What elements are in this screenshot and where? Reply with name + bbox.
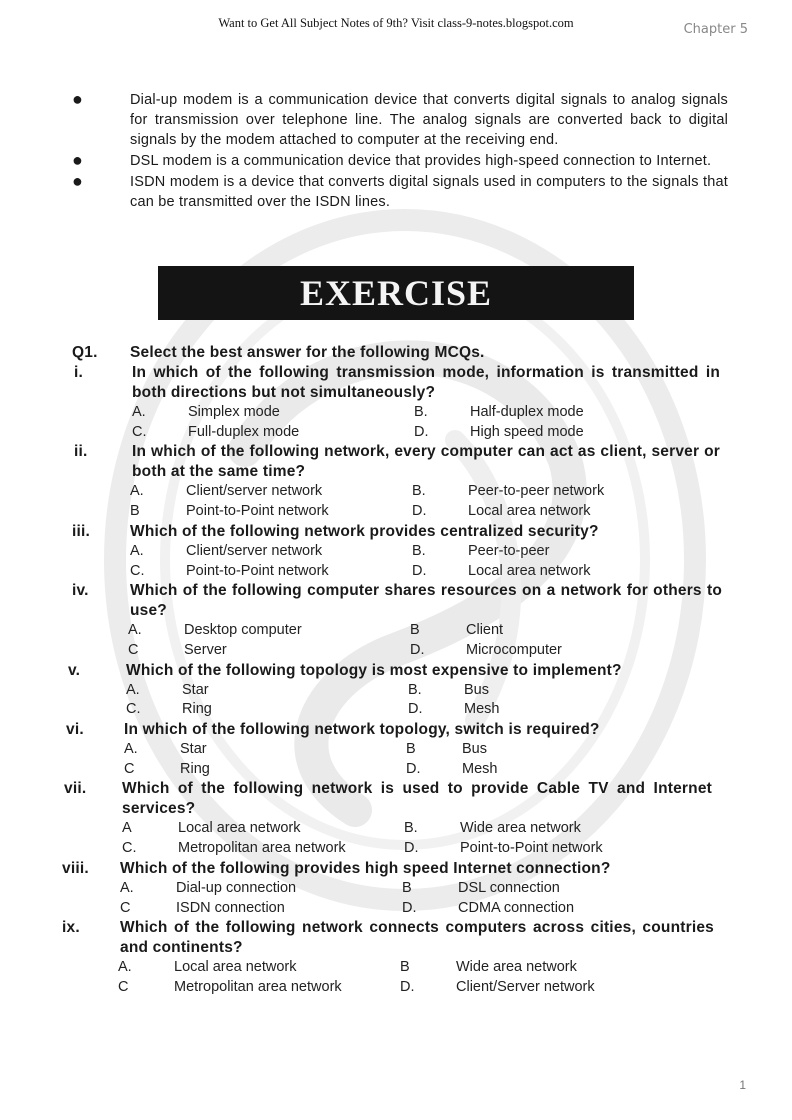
- question-row: [0, 661, 792, 681]
- option-letter: B: [402, 879, 412, 896]
- option-row: [0, 819, 792, 839]
- option-row: [0, 740, 792, 760]
- option-letter: C: [120, 899, 131, 916]
- bullet-item: [72, 90, 728, 150]
- question-number: vi.: [66, 721, 84, 739]
- option-row: [0, 403, 792, 423]
- option-letter: A: [122, 820, 132, 837]
- option-letter: D.: [412, 503, 427, 520]
- mcq-item: [0, 661, 792, 720]
- option-text: DSL connection: [458, 879, 560, 896]
- option-text: Bus: [464, 681, 489, 698]
- option-letter: D.: [404, 840, 419, 857]
- option-letter: A.: [118, 959, 132, 976]
- question-row: [0, 859, 792, 879]
- option-text: Half-duplex mode: [470, 404, 584, 420]
- option-text: Ring: [182, 701, 212, 718]
- question-number: ii.: [74, 443, 88, 461]
- option-letter: A.: [130, 542, 144, 559]
- bullet-item: [72, 151, 728, 171]
- option-text: Full-duplex mode: [188, 423, 300, 440]
- question-row: [0, 779, 792, 819]
- option-letter: A.: [130, 483, 144, 500]
- option-text: Local area network: [468, 503, 591, 520]
- option-text: Peer-to-peer: [468, 542, 550, 559]
- question-text: Which of the following network is used to provide Cable TV and Internet services?: [122, 780, 712, 818]
- question-text: In which of the following network, every computer can act as client, server or both at the same time?: [132, 443, 720, 481]
- option-letter: B: [406, 741, 416, 758]
- option-text: Mesh: [464, 701, 500, 718]
- option-letter: A.: [132, 404, 146, 420]
- option-letter: B: [410, 622, 420, 639]
- option-letter: C.: [126, 701, 141, 718]
- mcq-item: [0, 720, 792, 779]
- mcq-item: [0, 779, 792, 858]
- question-number: viii.: [62, 859, 89, 877]
- option-text: Desktop computer: [184, 622, 302, 639]
- page-number: 1: [739, 1078, 746, 1092]
- question-row: [0, 442, 792, 482]
- mcq-item: [0, 859, 792, 918]
- q1-heading: [0, 343, 792, 363]
- option-text: Wide area network: [460, 820, 581, 837]
- option-text: Local area network: [178, 820, 301, 837]
- option-letter: D.: [408, 701, 423, 718]
- exercise-title: EXERCISE: [299, 273, 493, 313]
- option-letter: C.: [130, 562, 145, 579]
- option-row: [0, 760, 792, 780]
- q1-number: Q1.: [72, 344, 98, 361]
- option-row: [0, 879, 792, 899]
- option-text: Local area network: [174, 959, 297, 976]
- option-text: Point-to-Point network: [186, 562, 329, 579]
- option-letter: B: [130, 503, 140, 520]
- option-row: [0, 700, 792, 720]
- option-row: [0, 978, 792, 998]
- option-row: [0, 562, 792, 582]
- option-letter: D.: [414, 423, 429, 440]
- option-text: Server: [184, 641, 227, 658]
- option-letter: B.: [412, 542, 426, 559]
- option-text: Simplex mode: [188, 404, 280, 420]
- option-row: [0, 621, 792, 641]
- question-row: [0, 522, 792, 542]
- mcq-item: [0, 363, 792, 442]
- option-letter: D.: [402, 899, 417, 916]
- option-text: Star: [182, 681, 209, 698]
- question-number: vii.: [64, 780, 87, 798]
- option-text: Peer-to-peer network: [468, 483, 605, 500]
- option-text: Client/server network: [186, 542, 323, 559]
- header-note: Want to Get All Subject Notes of 9th? Visit class-9-notes.blogspot.com: [218, 16, 574, 30]
- question-text: Which of the following network connects computers across cities, countries and continents?: [120, 919, 714, 957]
- option-letter: D.: [412, 562, 427, 579]
- option-text: Client/Server network: [456, 978, 595, 995]
- question-number: iii.: [72, 522, 91, 540]
- question-number: iv.: [72, 582, 89, 600]
- option-text: Client/server network: [186, 483, 323, 500]
- option-row: [0, 641, 792, 661]
- option-letter: D.: [406, 760, 421, 777]
- option-text: Bus: [462, 741, 487, 758]
- bullet-dot-icon: ●: [72, 171, 83, 191]
- mcq-item: [0, 918, 792, 997]
- bullet-list: [72, 90, 728, 213]
- bullet-dot-icon: ●: [72, 89, 83, 109]
- bullet-text: DSL modem is a communication device that provides high-speed connection to Internet.: [130, 153, 712, 169]
- option-row: [0, 958, 792, 978]
- option-letter: C: [124, 760, 135, 777]
- question-row: [0, 581, 792, 621]
- option-letter: A.: [124, 741, 138, 758]
- question-number: i.: [74, 364, 84, 381]
- option-row: [0, 542, 792, 562]
- bullet-item: [72, 172, 728, 212]
- option-text: Ring: [180, 760, 210, 777]
- option-row: [0, 899, 792, 919]
- option-letter: A.: [128, 622, 142, 639]
- option-text: High speed mode: [470, 423, 584, 440]
- option-letter: C: [128, 641, 139, 658]
- option-row: [0, 482, 792, 502]
- option-letter: D.: [410, 641, 425, 658]
- question-text: Which of the following provides high speed Internet connection?: [120, 859, 611, 877]
- chapter-label: Chapter 5: [683, 22, 748, 37]
- question-text: Which of the following computer shares resources on a network for others to use?: [130, 582, 722, 620]
- option-letter: B.: [414, 404, 428, 420]
- option-row: [0, 423, 792, 443]
- option-text: Wide area network: [456, 959, 577, 976]
- option-row: [0, 681, 792, 701]
- option-text: Point-to-Point network: [460, 840, 603, 857]
- option-letter: B: [400, 959, 410, 976]
- question-row: [0, 720, 792, 740]
- exercise-banner: [158, 266, 634, 320]
- option-letter: B.: [408, 681, 422, 698]
- bullet-dot-icon: ●: [72, 150, 83, 170]
- mcq-section: [0, 343, 792, 998]
- option-text: Microcomputer: [466, 641, 562, 658]
- option-letter: C.: [132, 423, 147, 440]
- mcq-item: [0, 442, 792, 521]
- option-letter: B.: [412, 483, 426, 500]
- option-letter: B.: [404, 820, 418, 837]
- option-text: Point-to-Point network: [186, 503, 329, 520]
- question-text: In which of the following transmission mode, information is transmitted in both directions but not simultaneously?: [132, 364, 720, 401]
- question-number: v.: [68, 661, 81, 679]
- bullet-text: ISDN modem is a device that converts digital signals used in computers to the signals that can be transmitted over the ISDN lines.: [130, 174, 728, 210]
- option-letter: C: [118, 978, 129, 995]
- option-text: ISDN connection: [176, 899, 285, 916]
- mcq-item: [0, 522, 792, 581]
- option-text: Star: [180, 741, 207, 758]
- option-letter: A.: [126, 681, 140, 698]
- q1-text: Select the best answer for the following MCQs.: [130, 344, 485, 361]
- option-text: Mesh: [462, 760, 498, 777]
- question-row: [0, 363, 792, 403]
- mcq-item: [0, 581, 792, 660]
- option-row: [0, 502, 792, 522]
- option-text: Metropolitan area network: [174, 978, 342, 995]
- question-number: ix.: [62, 919, 80, 937]
- option-text: Metropolitan area network: [178, 840, 346, 857]
- option-text: Dial-up connection: [176, 879, 297, 896]
- option-letter: D.: [400, 978, 415, 995]
- question-text: Which of the following topology is most expensive to implement?: [126, 661, 622, 679]
- bullet-text: Dial-up modem is a communication device that converts digital signals to analog signals for transmission over telephone line. The analog signals are converted back to digital signals by the modem attached to computer at the receiving end.: [130, 92, 728, 148]
- question-text: In which of the following network topology, switch is required?: [124, 721, 600, 739]
- question-text: Which of the following network provides centralized security?: [130, 522, 599, 540]
- option-letter: A.: [120, 879, 134, 896]
- question-row: [0, 918, 792, 958]
- option-text: Local area network: [468, 562, 591, 579]
- option-text: CDMA connection: [458, 899, 575, 916]
- option-text: Client: [466, 622, 504, 639]
- option-row: [0, 839, 792, 859]
- option-letter: C.: [122, 840, 137, 857]
